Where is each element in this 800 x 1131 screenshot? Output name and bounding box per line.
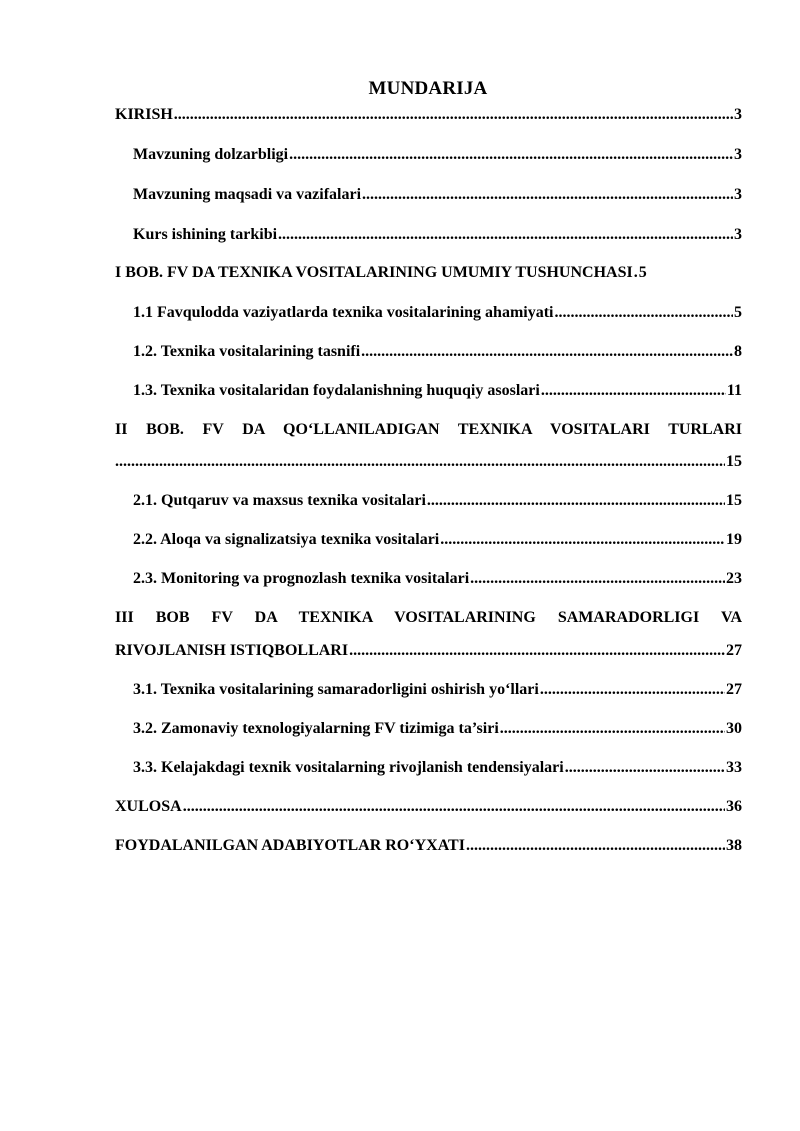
toc-page-number: 3	[734, 106, 742, 123]
toc-entry-2-3[interactable]	[133, 570, 742, 592]
toc-page-number: 5	[638, 264, 647, 281]
toc-page-number: 15	[726, 453, 742, 470]
toc-page-number: 38	[726, 837, 742, 854]
toc-page-number: 23	[726, 570, 742, 587]
toc-entry-kirish[interactable]	[115, 106, 742, 128]
toc-leader	[541, 382, 726, 400]
toc-leader	[470, 570, 725, 588]
toc-page-number: 8	[734, 343, 742, 360]
toc-page-number: 27	[726, 681, 742, 698]
toc-page-number: 27	[726, 642, 742, 659]
toc-leader	[440, 531, 725, 549]
toc-page-number: 33	[726, 759, 742, 776]
toc-leader	[500, 720, 725, 738]
toc-label: KIRISH	[115, 106, 173, 123]
toc-leader	[174, 106, 733, 124]
toc-label: XULOSA	[115, 798, 182, 815]
toc-entry-3-2[interactable]	[133, 720, 742, 742]
toc-page-number: 15	[726, 492, 742, 509]
toc-label: 1.3. Texnika vositalaridan foydalanishning huquqiy asoslari	[133, 382, 540, 399]
toc-entry-bob2-line2[interactable]	[115, 453, 742, 475]
page-title: MUNDARIJA	[368, 78, 488, 99]
toc-page-number: 5	[734, 304, 742, 321]
toc-entry-2-2[interactable]	[133, 531, 742, 553]
toc-label: 2.2. Aloqa va signalizatsiya texnika vositalari	[133, 531, 440, 548]
toc-leader	[554, 304, 733, 322]
toc-entry-adabiyotlar[interactable]	[115, 837, 742, 859]
toc-entry-1-1[interactable]	[133, 304, 742, 326]
toc-label: 3.1. Texnika vositalarining samaradorligini oshirish yo‘llari	[133, 681, 539, 698]
toc-entry-bob2-line1[interactable]	[115, 421, 742, 443]
toc-label: Kurs ishining tarkibi	[133, 226, 278, 243]
toc-leader	[183, 798, 725, 816]
toc-entry-3-1[interactable]	[133, 681, 742, 703]
toc-leader	[362, 186, 733, 204]
toc-entry-1-2[interactable]	[133, 343, 742, 365]
toc-page-number: 3	[734, 186, 742, 203]
toc-page-number: 19	[726, 531, 742, 548]
toc-label: 1.2. Texnika vositalarining tasnifi	[133, 343, 361, 360]
toc-label: FOYDALANILGAN ADABIYOTLAR RO‘YXATI	[115, 837, 465, 854]
toc-entry-bob3-line1[interactable]	[115, 609, 742, 631]
toc-entry-dolzarbligi[interactable]	[133, 146, 742, 168]
toc-page-number: 30	[726, 720, 742, 737]
toc-label: 3.2. Zamonaviy texnologiyalarning FV tizimiga ta’siri	[133, 720, 499, 737]
toc-entry-bob3-line2[interactable]	[115, 642, 742, 664]
toc-label: Mavzuning maqsadi va vazifalari	[133, 186, 362, 203]
toc-leader	[349, 642, 725, 660]
toc-leader	[466, 837, 725, 855]
toc-entry-2-1[interactable]	[133, 492, 742, 514]
toc-leader	[289, 146, 733, 164]
toc-leader	[115, 453, 725, 471]
toc-leader	[427, 492, 725, 510]
toc-label: 3.3. Kelajakdagi texnik vositalarning rivojlanish tendensiyalari	[133, 759, 564, 776]
toc-label: RIVOJLANISH ISTIQBOLLARI	[115, 642, 349, 659]
toc-label: 1.1 Favqulodda vaziyatlarda texnika vositalarining ahamiyati	[133, 304, 554, 321]
toc-label: III BOB FV DA TEXNIKA VOSITALARINING SAMARADORLIGI VA	[115, 609, 742, 626]
toc-label: Mavzuning dolzarbligi	[133, 146, 289, 163]
toc-leader	[634, 264, 638, 282]
toc-entry-maqsadi[interactable]	[133, 186, 742, 208]
toc-label: 2.3. Monitoring va prognozlash texnika vositalari	[133, 570, 470, 587]
toc-page-number: 11	[726, 382, 742, 399]
toc-leader	[278, 226, 733, 244]
toc-page-number: 3	[734, 146, 742, 163]
toc-entry-tarkibi[interactable]	[133, 226, 742, 248]
toc-entry-xulosa[interactable]	[115, 798, 742, 820]
toc-entry-3-3[interactable]	[133, 759, 742, 781]
toc-label: II BOB. FV DA QO‘LLANILADIGAN TEXNIKA VOSITALARI TURLARI	[115, 421, 742, 438]
toc-leader	[565, 759, 725, 777]
toc-entry-bob1[interactable]	[115, 264, 742, 286]
toc-leader	[361, 343, 733, 361]
toc-label: 2.1. Qutqaruv va maxsus texnika vositalari	[133, 492, 426, 509]
toc-page-number: 36	[726, 798, 742, 815]
toc-label: I BOB. FV DA TEXNIKA VOSITALARINING UMUMIY TUSHUNCHASI	[115, 264, 633, 281]
toc-entry-1-3[interactable]	[133, 382, 742, 404]
toc-page-number: 3	[734, 226, 742, 243]
toc-leader	[540, 681, 725, 699]
